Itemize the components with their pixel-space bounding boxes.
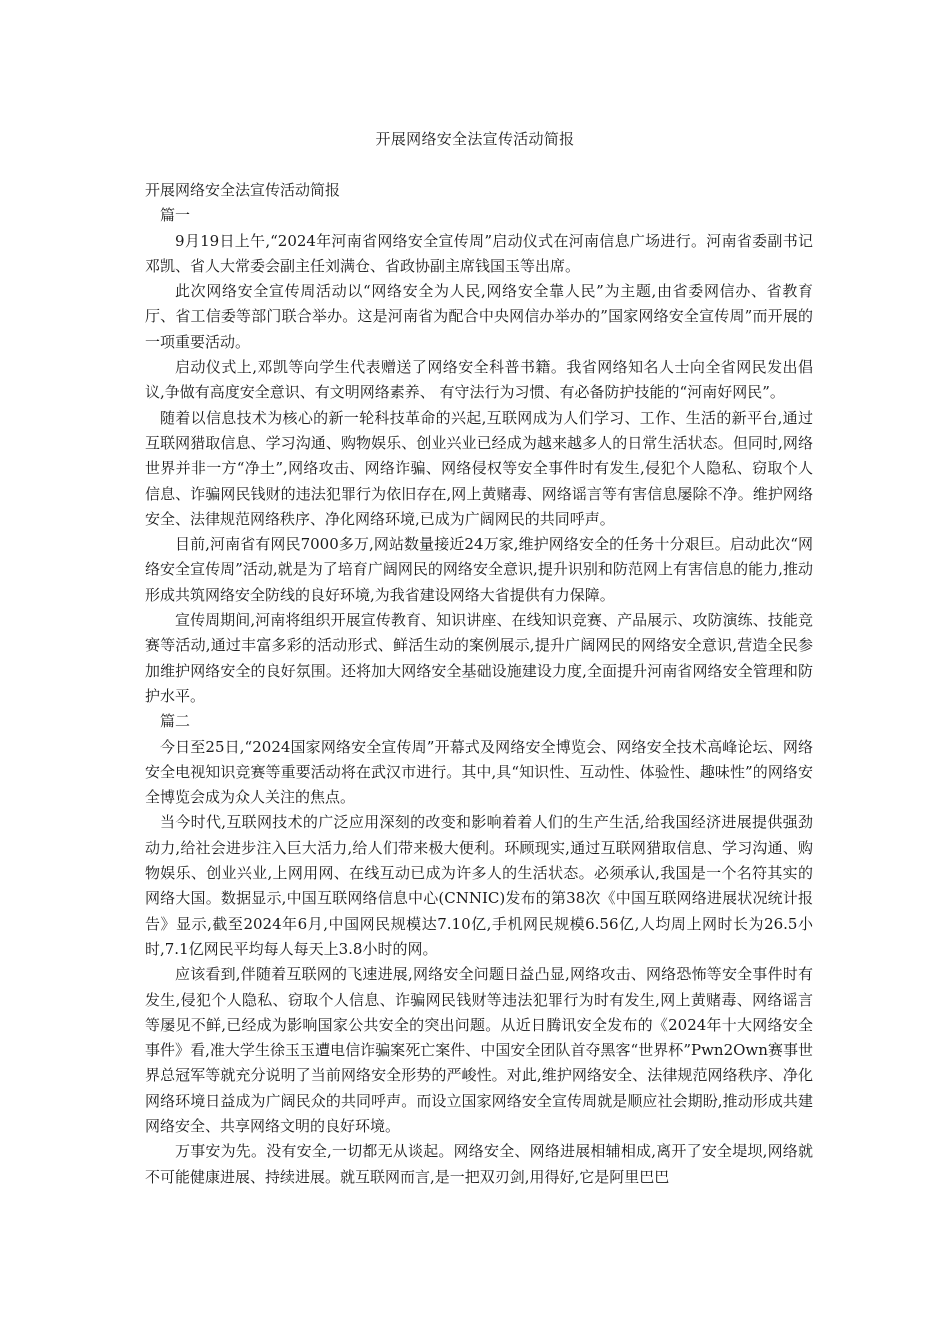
paragraph: 今日至25日,“2024国家网络安全宣传周”开幕式及网络安全博览会、网络安全技术高峰论坛、网络安全电视知识竞赛等重要活动将在武汉市进行。其中,具“知识性、互动性、体验性、趣味性”的网络安全博览会成为众人关注的焦点。 [145,737,813,807]
paragraph: 应该看到,伴随着互联网的飞速进展,网络安全问题日益凸显,网络攻击、网络恐怖等安全事件时有发生,侵犯个人隐私、窃取个人信息、诈骗网民钱财等违法犯罪行为时有发生,网上黄赌毒、网络谣言等屡见不鲜,已经成为影响国家公共安全的突出问题。从近日腾讯安全发布的《2024年十大网络安全事件》看,准大学生徐玉玉遭电信诈骗案死亡案件、中国安全团队首夺黑客“世界杯”Pwn2Own赛事世界总冠军等就充分说明了当前网络安全形势的严峻性。对此,维护网络安全、法律规范网络秩序、净化网络环境日益成为广阔民众的共同呼声。而设立国家网络安全宣传周就是顺应社会期盼,推动形成共建网络安全、共享网络文明的良好环境。 [145,965,813,1135]
paragraph: 启动仪式上,邓凯等向学生代表赠送了网络安全科普书籍。我省网络知名人士向全省网民发出倡议,争做有高度安全意识、有文明网络素养、 有守法行为习惯、有必备防护技能的“河南好网民”。 [145,358,813,402]
paragraph: 此次网络安全宣传周活动以“网络安全为人民,网络安全靠人民”为主题,由省委网信办、省教育厅、省工信委等部门联合举办。这是河南省为配合中央网信办举办的”国家网络安全宣传周”而开展的一项重要活动。 [145,282,813,351]
document-subtitle: 开展网络安全法宣传活动简报 [145,181,341,199]
paragraph: 目前,河南省有网民7000多万,网站数量接近24万家,维护网络安全的任务十分艰巨。启动此次“网络安全宣传周”活动,就是为了培育广阔网民的网络安全意识,提升识别和防范网上有害信息的能力,推动形成共筑网络安全防线的良好环境,为我省建设网络大省提供有力保障。 [145,535,813,604]
document-title: 开展网络安全法宣传活动简报 [375,130,575,148]
paragraph: 9月19日上午,“2024年河南省网络安全宣传周”启动仪式在河南信息广场进行。河南省委副书记邓凯、省人大常委会副主任刘满仓、省政协副主席钱国玉等出席。 [145,231,813,275]
paragraph: 当今时代,互联网技术的广泛应用深刻的改变和影响着着人们的生产生活,给我国经济进展提供强劲动力,给社会进步注入巨大活力,给人们带来极大便利。环顾现实,通过互联网猎取信息、学习沟通、购物娱乐、创业兴业,上网用网、在线互动已成为许多人的生活状态。必须承认,我国是一个名符其实的网络大国。数据显示,中国互联网络信息中心(CNNIC)发布的第38次《中国互联网络进展状况统计报告》显示,截至2024年6月,中国网民规模达7.10亿,手机网民规模6.56亿,人均周上网时长为26.5小时,7.1亿网民平均每人每天上3.8小时的网。 [145,813,813,958]
paragraph: 随着以信息技术为核心的新一轮科技革命的兴起,互联网成为人们学习、工作、生活的新平台,通过互联网猎取信息、学习沟通、购物娱乐、创业兴业已经成为越来越多人的日常生活状态。但同时,网络世界并非一方“净土”,网络攻击、网络诈骗、网络侵权等安全事件时有发生,侵犯个人隐私、窃取个人信息、诈骗网民钱财的违法犯罪行为依旧存在,网上黄赌毒、网络谣言等有害信息屡除不净。维护网络安全、法律规范网络秩序、净化网络环境,已成为广阔网民的共同呼声。 [145,408,813,528]
paragraph: 宣传周期间,河南将组织开展宣传教育、知识讲座、在线知识竞赛、产品展示、攻防演练、技能竞赛等活动,通过丰富多彩的活动形式、鲜活生动的案例展示,提升广阔网民的网络安全意识,营造全民参加维护网络安全的良好氛围。还将加大网络安全基础设施建设力度,全面提升河南省网络安全管理和防护水平。 [145,611,813,705]
section-label-1: 篇一 [160,206,191,225]
section-label-2: 篇二 [160,712,191,731]
document-body [145,178,813,1190]
paragraph: 万事安为先。没有安全,一切都无从谈起。网络安全、网络进展相辅相成,离开了安全堤坝,网络就不可能健康进展、持续进展。就互联网而言,是一把双刃剑,用得好,它是阿里巴巴 [145,1142,813,1186]
